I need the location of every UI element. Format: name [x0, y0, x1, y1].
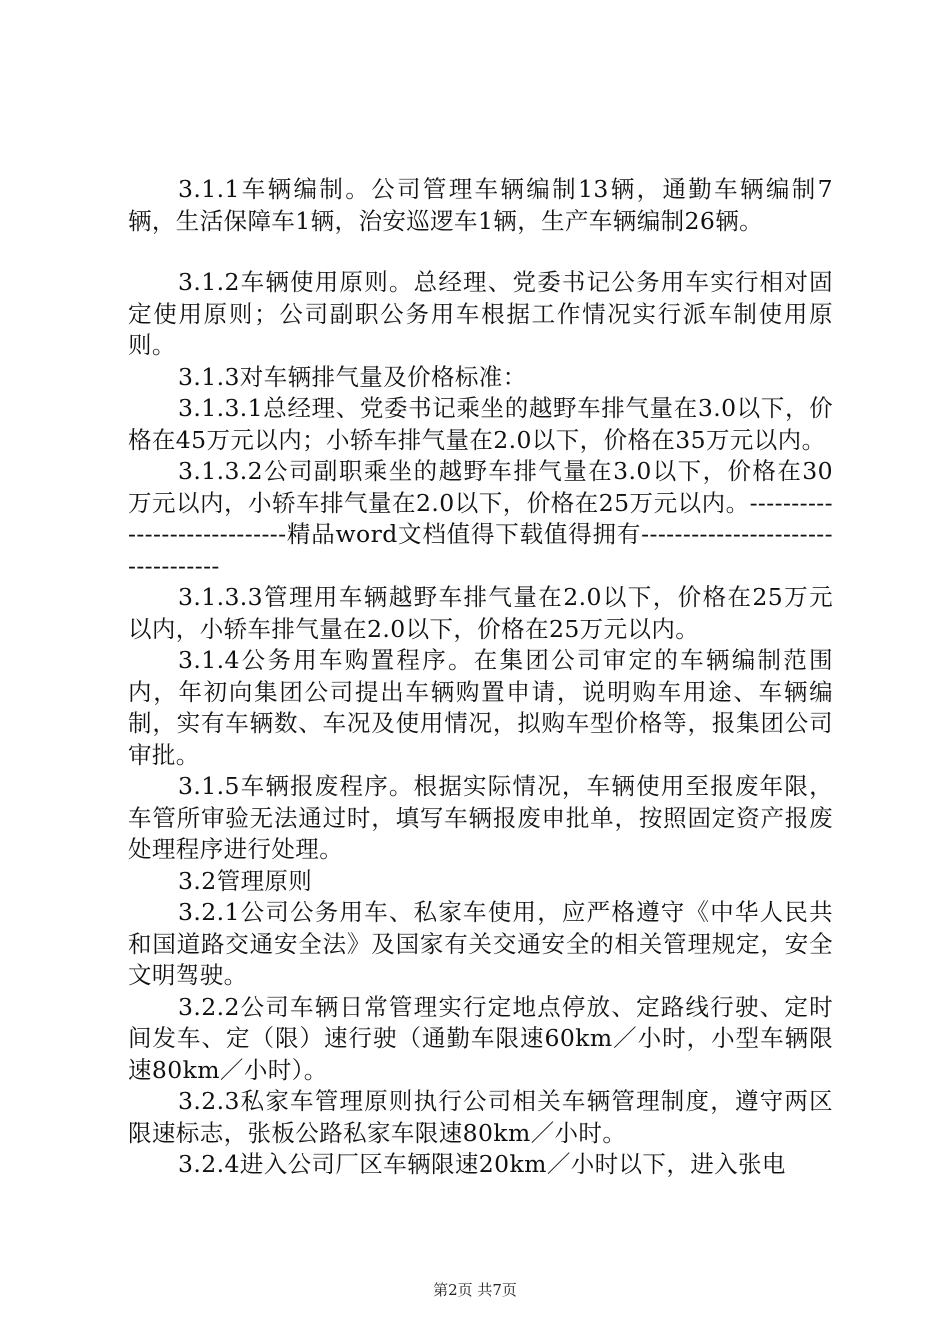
section-heading-3-2: 3.2管理原则: [178, 866, 313, 895]
paragraph-3-1-1: 3.1.1车辆编制。公司管理车辆编制13辆，通勤车辆编制7辆，生活保障车1辆，治安巡逻车1辆，生产车辆编制26辆。: [128, 175, 833, 235]
paragraph-3-1-4: 3.1.4公务用车购置程序。在集团公司审定的车辆编制范围内，年初向集团公司提出车辆购置申请，说明购车用途、车辆编制，实有车辆数、车况及使用情况，拟购车型价格等，报集团公司审批。: [128, 646, 833, 769]
page-number-footer: 第2页 共7页: [433, 1281, 517, 1299]
paragraph-3-2-1: 3.2.1公司公务用车、私家车使用，应严格遵守《中华人民共和国道路交通安全法》及国家有关交通安全的相关管理规定，安全文明驾驶。: [128, 898, 833, 989]
paragraph-3-1-3: 3.1.3对车辆排气量及价格标准：: [178, 362, 527, 391]
paragraph-3-1-3-2: 3.1.3.2公司副职乘坐的越野车排气量在3.0以下，价格在30万元以内，小轿车排气量在2.0以下，价格在25万元以内。-----------------------------精品word文档值得下载值得拥有----------------------------------: [128, 457, 833, 580]
paragraph-3-1-2: 3.1.2车辆使用原则。总经理、党委书记公务用车实行相对固定使用原则；公司副职公务用车根据工作情况实行派车制使用原则。: [128, 268, 833, 359]
document-body: [128, 174, 833, 1181]
paragraph-3-1-5: 3.1.5车辆报废程序。根据实际情况，车辆使用至报废年限，车管所审验无法通过时，填写车辆报废申批单，按照固定资产报废处理程序进行处理。: [128, 772, 833, 863]
paragraph-3-2-2: 3.2.2公司车辆日常管理实行定地点停放、定路线行驶、定时间发车、定（限）速行驶（通勤车限速60km／小时，小型车辆限速80km／小时）。: [128, 992, 833, 1084]
paragraph-3-2-3: 3.2.3私家车管理原则执行公司相关车辆管理制度，遵守两区限速标志，张板公路私家车限速80km／小时。: [128, 1087, 833, 1147]
paragraph-3-1-3-3: 3.1.3.3管理用车辆越野车排气量在2.0以下，价格在25万元以内，小轿车排气量在2.0以下，价格在25万元以内。: [128, 583, 833, 643]
paragraph-3-1-3-1: 3.1.3.1总经理、党委书记乘坐的越野车排气量在3.0以下，价格在45万元以内；小轿车排气量在2.0以下，价格在35万元以内。: [128, 394, 833, 454]
paragraph-3-2-4: 3.2.4进入公司厂区车辆限速20km／小时以下，进入张电: [178, 1150, 786, 1178]
